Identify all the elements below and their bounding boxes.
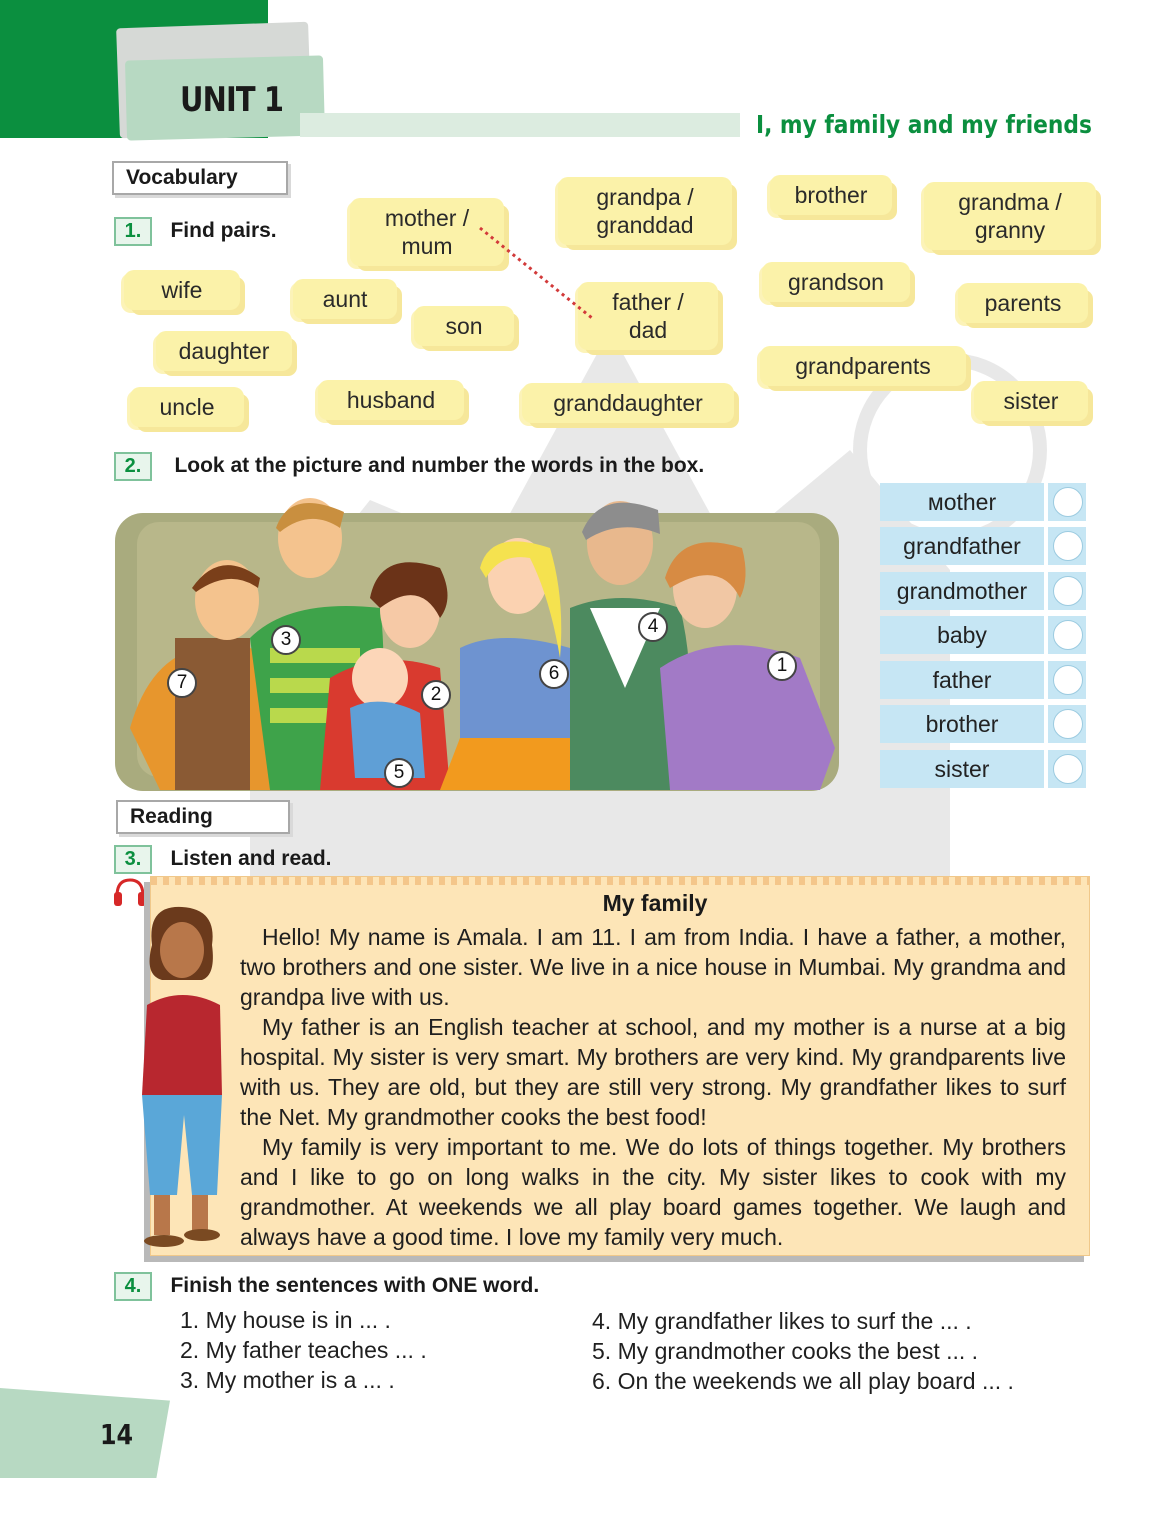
exercise-number: 4.: [114, 1272, 152, 1301]
word-box-label: father: [880, 661, 1044, 699]
word-card-wife[interactable]: wife: [124, 270, 240, 310]
word-box-label: мother: [880, 483, 1044, 521]
exercise-2-header: [114, 452, 704, 481]
answer-circle[interactable]: [1048, 572, 1086, 610]
picture-number-4: 4: [638, 612, 668, 642]
sentences-right: [592, 1306, 1014, 1396]
word-card-husband[interactable]: husband: [318, 380, 464, 420]
word-card-mother[interactable]: mother / mum: [350, 198, 504, 266]
word-box-row: [880, 572, 1086, 612]
word-card-grandparents[interactable]: grandparents: [760, 346, 966, 386]
answer-circle[interactable]: [1048, 483, 1086, 521]
family-illustration: [120, 488, 840, 790]
word-card-brother[interactable]: brother: [770, 175, 892, 215]
word-card-daughter[interactable]: daughter: [156, 331, 292, 371]
word-box-label: brother: [880, 705, 1044, 743]
unit-title: UNIT 1: [180, 80, 284, 120]
word-box-row: [880, 705, 1086, 745]
picture-number-7: 7: [167, 668, 197, 698]
word-card-son[interactable]: son: [414, 306, 514, 346]
picture-number-6: 6: [539, 659, 569, 689]
exercise-instruction: Listen and read.: [170, 847, 332, 870]
word-card-grandson[interactable]: grandson: [762, 262, 910, 302]
answer-circle[interactable]: [1048, 750, 1086, 788]
word-box-label: sister: [880, 750, 1044, 788]
exercise-number: 2.: [114, 452, 152, 481]
example-pair-line: [470, 220, 610, 330]
word-card-father[interactable]: father / dad: [578, 282, 718, 350]
header-bar: [300, 113, 740, 137]
answer-circle[interactable]: [1048, 527, 1086, 565]
exercise-3-header: [114, 845, 332, 874]
vocabulary-label: Vocabulary: [112, 161, 288, 195]
word-card-parents[interactable]: parents: [958, 283, 1088, 323]
word-card-grandma[interactable]: grandma / granny: [924, 182, 1096, 250]
reading-label: Reading: [116, 800, 290, 834]
picture-number-3: 3: [271, 625, 301, 655]
word-box-row: [880, 750, 1086, 790]
word-card-aunt[interactable]: aunt: [293, 279, 397, 319]
exercise-instruction: Finish the sentences with ONE word.: [170, 1274, 540, 1297]
reading-paragraph: My family is very important to me. We do lots of things together. My brothers and I like to go on long walks in the city. My sister likes to cook with my grandmother. At weekends we all play board games together. We laugh and always have a good time. I love my family very much.: [240, 1134, 1066, 1250]
picture-number-5: 5: [384, 758, 414, 788]
picture-number-2: 2: [421, 680, 451, 710]
reading-text: [240, 922, 1066, 1252]
word-card-grandpa[interactable]: grandpa / granddad: [558, 177, 732, 245]
sentences-left: [180, 1305, 427, 1395]
word-box-row: [880, 661, 1086, 701]
amala-illustration: [132, 905, 232, 1253]
exercise-instruction: Look at the picture and number the words in the box.: [174, 454, 705, 477]
reading-paragraph: Hello! My name is Amala. I am 11. I am from India. I have a father, a mother, two brothers and one sister. We live in a nice house in Mumbai. My grandma and grandpa live with us.: [240, 924, 1066, 1010]
reading-paragraph: My father is an English teacher at school, and my mother is a nurse at a big hospital. My sister is very smart. My brothers are very kind. My grandparents live with us. They are old, but they are still very strong. My grandfather likes to surf the Net. My grandmother cooks the best food!: [240, 1014, 1066, 1130]
answer-circle[interactable]: [1048, 661, 1086, 699]
word-box-row: [880, 616, 1086, 656]
word-box-label: baby: [880, 616, 1044, 654]
exercise-instruction: Find pairs.: [170, 219, 277, 242]
picture-number-1: 1: [767, 651, 797, 681]
sentence-item: 6. On the weekends we all play board ... .: [592, 1368, 1014, 1394]
unit-subtitle: I, my family and my friends: [756, 110, 1092, 139]
word-box-label: grandfather: [880, 527, 1044, 565]
exercise-number: 1.: [114, 217, 152, 246]
sentence-item: 3. My mother is a ... .: [180, 1367, 395, 1393]
sentence-item: 1. My house is in ... .: [180, 1307, 391, 1333]
word-box-row: [880, 483, 1086, 523]
answer-circle[interactable]: [1048, 616, 1086, 654]
answer-circle[interactable]: [1048, 705, 1086, 743]
sentence-item: 5. My grandmother cooks the best ... .: [592, 1338, 979, 1364]
headphones-icon[interactable]: [112, 876, 148, 908]
word-card-sister[interactable]: sister: [974, 381, 1088, 421]
exercise-number: 3.: [114, 845, 152, 874]
word-card-granddaughter[interactable]: granddaughter: [522, 383, 734, 423]
sentence-item: 2. My father teaches ... .: [180, 1337, 427, 1363]
exercise-4-header: [114, 1272, 539, 1301]
word-card-uncle[interactable]: uncle: [130, 387, 244, 427]
exercise-1-header: [114, 217, 277, 246]
footer-tab: [0, 1388, 170, 1478]
reading-title: My family: [602, 890, 708, 916]
word-box-label: grandmother: [880, 572, 1044, 610]
page-number: 14: [100, 1418, 134, 1451]
sentence-item: 4. My grandfather likes to surf the ... .: [592, 1308, 972, 1334]
word-box-row: [880, 527, 1086, 567]
